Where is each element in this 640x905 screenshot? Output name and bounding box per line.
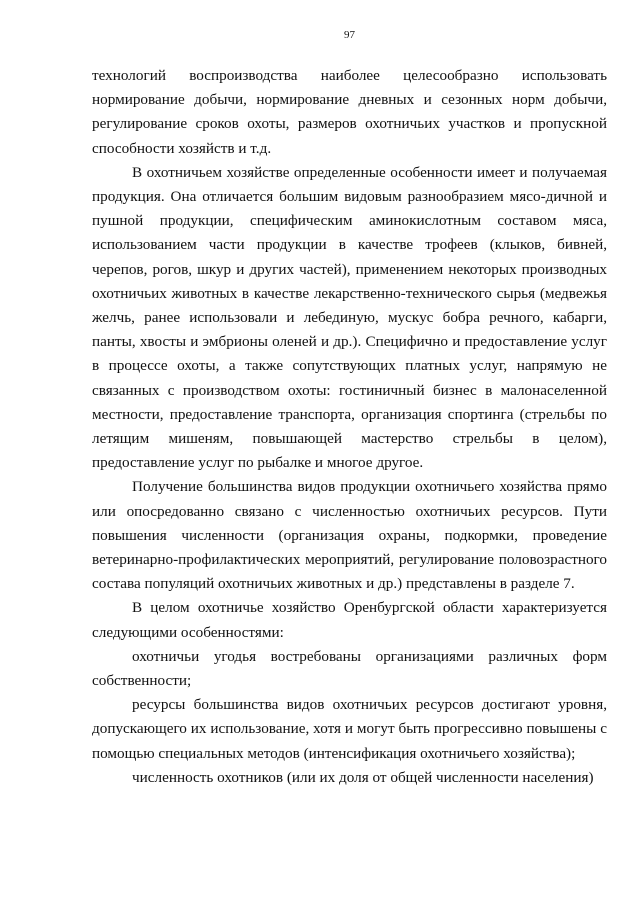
paragraph: технологий воспроизводства наиболее целесообразно использовать нормирование добычи, нормирование дневных и сезонных норм добычи, регулирование сроков охоты, размеров охотничьих участков и пропускной способности хозяйств и т.д.	[92, 67, 607, 157]
paragraph: В целом охотничье хозяйство Оренбургской области характеризуется следующими особенностями:	[92, 599, 607, 641]
page-number: 97	[344, 29, 355, 41]
paragraph: Получение большинства видов продукции охотничьего хозяйства прямо или опосредованно связано с численностью охотничьих ресурсов. Пути повышения численности (организация охраны, подкормки, проведение ветеринарно-профилактических мероприятий, регулирование половозрастного состава популяций охотничьих животных и др.) представлены в разделе 7.	[92, 478, 607, 593]
paragraph: охотничьи угодья востребованы организациями различных форм собственности;	[92, 647, 607, 690]
paragraph: ресурсы большинства видов охотничьих ресурсов достигают уровня, допускающего их использование, хотя и могут быть прогрессивно повышены с помощью специальных методов (интенсификация охотничьего хозяйства);	[92, 696, 607, 762]
paragraph: В охотничьем хозяйстве определенные особенности имеет и получаемая продукция. Она отличается большим видовым разнообразием мясо-дичной и пушной продукции, специфическим аминокислотным составом мяса, использованием части продукции в качестве трофеев (клыков, бивней, черепов, рогов, шкур и других частей), применением некоторых производных охотничьих животных в качестве лекарственно-технического сырья (медвежья желчь, ранее использовали и лебединую, мускус бобра речного, кабарги, панты, хвосты и эмбрионы оленей и др.). Специфично и предоставление услуг в процессе охоты, а также сопутствующих платных услуг, напрямую не связанных с производством охоты: гостиничный бизнес в малонаселенной местности, предоставление транспорта, организация спортинга (стрельбы по летящим мишеням, повышающей мастерство стрельбы в целом), предоставление услуг по рыбалке и многое другое.	[92, 163, 607, 472]
body-text	[92, 64, 607, 790]
paragraph: численность охотников (или их доля от общей численности населения)	[132, 768, 594, 786]
